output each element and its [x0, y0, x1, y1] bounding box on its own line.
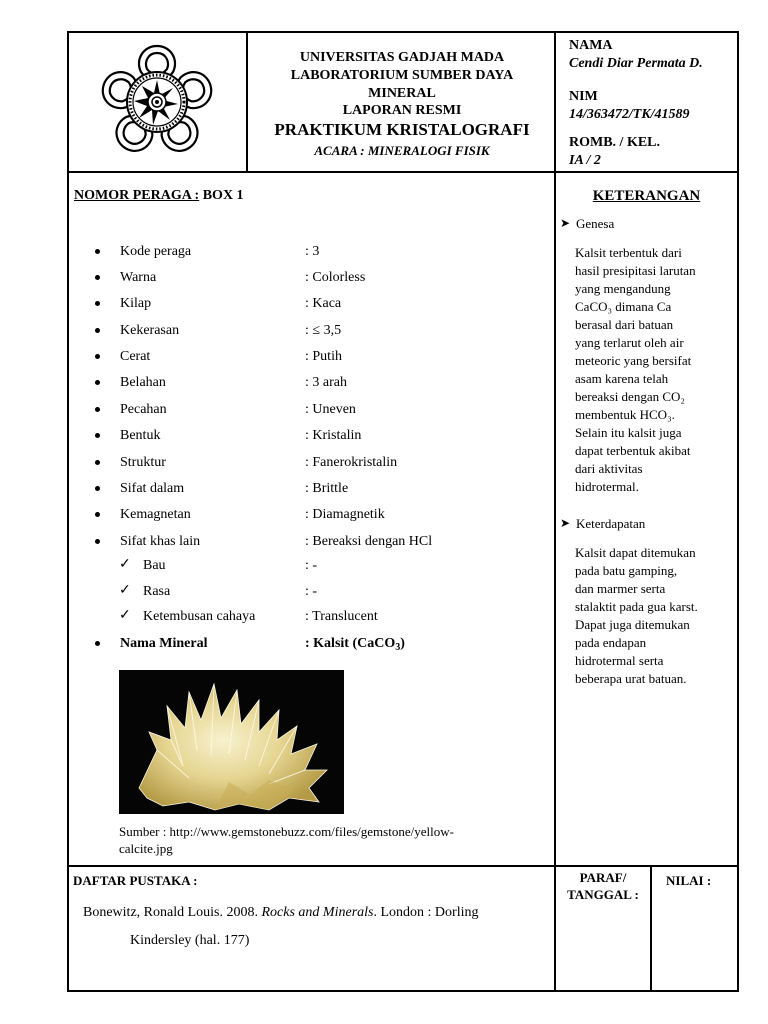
- mineral-value: [305, 635, 405, 657]
- genesa-line: bereaksi dengan CO₂: [575, 389, 685, 404]
- right-column-divider: [554, 31, 556, 992]
- genesa-line: dari aktivitas: [575, 461, 643, 476]
- romb-label: ROMB. / KEL.: [569, 135, 661, 150]
- nilai-label: NILAI :: [666, 873, 712, 888]
- bullet: [95, 460, 100, 465]
- genesa-line: membentuk HCO₃.: [575, 407, 675, 422]
- bullet: [95, 641, 100, 646]
- nomor-peraga-label: NOMOR PERAGA :: [74, 188, 200, 203]
- university-name: UNIVERSITAS GADJAH MADA: [299, 50, 505, 65]
- header-divider: [67, 171, 739, 173]
- prop-value: : Putih: [305, 349, 342, 364]
- lab-name-line2: MINERAL: [368, 86, 436, 101]
- mineral-value-sub: 3: [395, 642, 401, 653]
- bullet: [95, 433, 100, 438]
- genesa-line: meteoric yang bersifat: [575, 353, 692, 368]
- bullet: [95, 512, 100, 517]
- report-type: LAPORAN RESMI: [342, 103, 462, 118]
- arrow-right-icon: ➤: [560, 516, 571, 530]
- prop-value: : Colorless: [305, 270, 366, 285]
- prop-value: : Fanerokristalin: [305, 455, 398, 470]
- bullet: [95, 486, 100, 491]
- prop-value: : Uneven: [305, 402, 356, 417]
- genesa-line: berasal dari batuan: [575, 317, 674, 332]
- footer-divider: [67, 865, 739, 867]
- source-line1: Sumber : http://www.gemstonebuzz.com/files/gemstone/yellow-: [119, 824, 454, 839]
- prop-label: Sifat dalam: [120, 481, 185, 496]
- keterdapatan-line: beberapa urat batuan.: [575, 671, 687, 686]
- paraf-label: PARAF/: [579, 870, 627, 885]
- mineral-value-suffix: ): [400, 636, 405, 651]
- genesa-line: dapat terbentuk akibat: [575, 443, 691, 458]
- prop-label: Kemagnetan: [120, 507, 191, 522]
- bullet: [95, 354, 100, 359]
- prop-value: : Kristalin: [305, 428, 362, 443]
- prop-label: Kilap: [120, 296, 152, 311]
- nim-label: NIM: [569, 89, 598, 104]
- prop-value: : 3: [305, 244, 320, 259]
- university-logo: [97, 40, 217, 160]
- prop-label: Pecahan: [120, 402, 167, 417]
- keterdapatan-line: pada batu gamping,: [575, 563, 678, 578]
- checkmark-icon: ✓: [119, 557, 131, 572]
- prop-label: Kekerasan: [120, 323, 180, 338]
- border-left: [67, 31, 69, 992]
- prop-value: : Brittle: [305, 481, 349, 496]
- genesa-line: asam karena telah: [575, 371, 669, 386]
- bullet: [95, 328, 100, 333]
- mineral-value-prefix: : Kalsit (CaCO: [305, 636, 396, 651]
- nama-label: NAMA: [569, 38, 613, 53]
- nim-value: 14/363472/TK/41589: [569, 107, 690, 122]
- bullet: [95, 407, 100, 412]
- subprop-value: : -: [305, 558, 318, 573]
- prop-value: : Bereaksi dengan HCl: [305, 534, 433, 549]
- reference-line1: [83, 904, 478, 922]
- prop-label: Cerat: [120, 349, 151, 364]
- bullet: [95, 275, 100, 280]
- source-line2: calcite.jpg: [119, 841, 173, 856]
- prop-label: Belahan: [120, 375, 166, 390]
- subprop-label: Bau: [143, 558, 166, 573]
- prop-label: Kode peraga: [120, 244, 192, 259]
- arrow-right-icon: ➤: [560, 216, 571, 230]
- genesa-line: hasil presipitasi larutan: [575, 263, 696, 278]
- subprop-label: Rasa: [143, 584, 171, 599]
- prop-value: : Diamagnetik: [305, 507, 385, 522]
- tanggal-label: TANGGAL :: [567, 887, 639, 902]
- reference-suffix: . London : Dorling: [373, 905, 479, 920]
- prop-value: : 3 arah: [305, 375, 347, 390]
- mineral-photo: [119, 670, 344, 814]
- genesa-title: Genesa: [576, 216, 615, 231]
- checkmark-icon: ✓: [119, 608, 131, 623]
- keterdapatan-title: Keterdapatan: [576, 516, 646, 531]
- reference-line2: Kindersley (hal. 177): [130, 933, 250, 948]
- bullet: [95, 539, 100, 544]
- keterangan-title: KETERANGAN: [592, 188, 701, 204]
- genesa-line: Selain itu kalsit juga: [575, 425, 682, 440]
- border-top: [67, 31, 739, 33]
- nama-value: Cendi Diar Permata D.: [569, 56, 703, 71]
- genesa-line: Kalsit terbentuk dari: [575, 245, 682, 260]
- reference-prefix: Bonewitz, Ronald Louis. 2008.: [83, 905, 262, 920]
- bullet: [95, 249, 100, 254]
- keterdapatan-line: stalaktit pada gua karst.: [575, 599, 698, 614]
- course-title: PRAKTIKUM KRISTALOGRAFI: [274, 120, 530, 139]
- lab-name-line1: LABORATORIUM SUMBER DAYA: [290, 68, 514, 83]
- genesa-line: CaCO₃ dimana Ca: [575, 299, 672, 314]
- bullet: [95, 301, 100, 306]
- daftar-pustaka-label: DAFTAR PUSTAKA :: [73, 873, 198, 888]
- checkmark-icon: ✓: [119, 583, 131, 598]
- genesa-line: hidrotermal.: [575, 479, 639, 494]
- keterdapatan-line: Dapat juga ditemukan: [575, 617, 690, 632]
- border-right: [737, 31, 739, 992]
- prop-label: Bentuk: [120, 428, 161, 443]
- genesa-line: yang mengandung: [575, 281, 671, 296]
- bullet: [95, 380, 100, 385]
- keterdapatan-line: hidrotermal serta: [575, 653, 664, 668]
- genesa-line: yang terlarut oleh air: [575, 335, 684, 350]
- keterdapatan-line: pada endapan: [575, 635, 647, 650]
- keterdapatan-line: Kalsit dapat ditemukan: [575, 545, 696, 560]
- prop-label: Struktur: [120, 455, 166, 470]
- romb-value: IA / 2: [569, 153, 601, 168]
- reference-title: Rocks and Minerals: [261, 905, 374, 920]
- subprop-label: Ketembusan cahaya: [143, 609, 256, 624]
- prop-value: : ≤ 3,5: [305, 323, 342, 338]
- subprop-value: : Translucent: [305, 609, 378, 624]
- prop-value: : Kaca: [305, 296, 342, 311]
- acara-label: ACARA : MINERALOGI FISIK: [314, 143, 490, 158]
- nomor-peraga: [74, 187, 244, 205]
- keterdapatan-line: dan marmer serta: [575, 581, 666, 596]
- nomor-peraga-value: BOX 1: [199, 188, 244, 203]
- nilai-divider: [650, 865, 652, 992]
- prop-label: Sifat khas lain: [120, 534, 201, 549]
- mineral-label: Nama Mineral: [120, 636, 208, 651]
- subprop-value: : -: [305, 584, 318, 599]
- border-bottom: [67, 990, 739, 992]
- prop-label: Warna: [120, 270, 157, 285]
